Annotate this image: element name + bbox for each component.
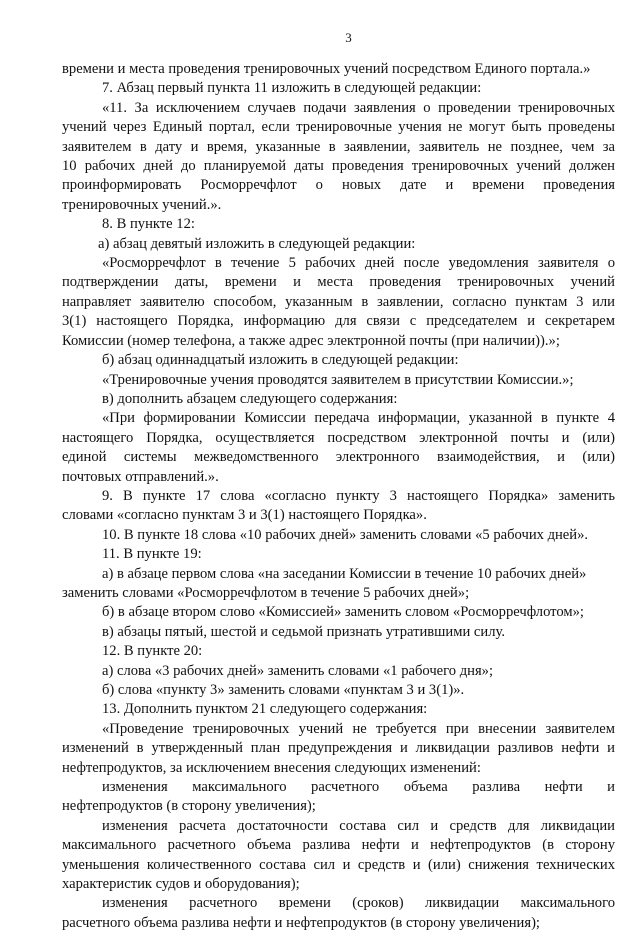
text-line: «Росморречфлот в течение 5 рабочих дней после уведомления заявителя о [102, 255, 615, 272]
text-line: 10 рабочих дней до планируемой даты проведения тренировочных учений должен [62, 158, 615, 175]
document-body [62, 60, 615, 933]
text-line: словами «согласно пунктам 3 и 3(1) настоящего Порядка». [62, 507, 427, 524]
text-line: в) абзацы пятый, шестой и седьмой признать утратившими силу. [102, 623, 505, 640]
text-line: нефтепродуктов (в сторону увеличения); [62, 798, 316, 815]
text-line: б) абзац одиннадцатый изложить в следующей редакции: [102, 352, 459, 369]
text-line: времени и места проведения тренировочных учений посредством Единого портала.» [62, 61, 591, 77]
text-line: изменения расчета достаточности состава сил и средств для ликвидации [102, 817, 615, 834]
text-line: «Проведение тренировочных учений не требуется при внесении заявителем [102, 720, 615, 737]
text-line: изменений в утвержденный план предупреждения и ликвидации разливов нефти и [62, 740, 615, 757]
text-line: максимального расчетного объема разлива нефти и нефтепродуктов (в сторону [62, 837, 615, 854]
text-line: заменить словами «Росморречфлотом в течение 5 рабочих дней»; [62, 584, 470, 601]
text-line: 8. В пункте 12: [102, 216, 195, 233]
text-line: заявителем в дату и время, указанные в заявлении, заявитель не позднее, чем за [62, 138, 615, 155]
text-line: 7. Абзац первый пункта 11 изложить в следующей редакции: [102, 80, 482, 97]
text-line: «Тренировочные учения проводятся заявителем в присутствии Комиссии.»; [102, 371, 574, 388]
text-line: расчетного объема разлива нефти и нефтепродуктов (в сторону увеличения); [62, 914, 540, 931]
text-line: 13. Дополнить пунктом 21 следующего содержания: [102, 701, 428, 718]
text-line: а) в абзаце первом слова «на заседании Комиссии в течение 10 рабочих дней» [102, 565, 587, 582]
text-line: б) в абзаце втором слово «Комиссией» заменить словом «Росморречфлотом»; [102, 604, 584, 621]
document-page [62, 30, 615, 933]
text-line: б) слова «пункту 3» заменить словами «пунктам 3 и 3(1)». [102, 682, 465, 698]
text-line: уменьшения количественного состава сил и средств и (или) снижения технических [62, 856, 615, 873]
text-line: Комиссии (номер телефона, а также адрес электронной почты (при наличии)).»; [62, 332, 560, 349]
text-line: направляет заявителю способом, указанным в заявлении, согласно пунктам 3 или [62, 293, 615, 310]
page-number: 3 [345, 30, 352, 45]
text-line: единой системы межведомственного электронного взаимодействия, и (или) [62, 449, 615, 466]
text-line: 11. В пункте 19: [102, 546, 202, 563]
text-line: подтверждении даты, времени и места проведения тренировочных учений [62, 274, 615, 291]
text-line: изменения максимального расчетного объема разлива нефти и [102, 779, 615, 796]
text-line: изменения расчетного времени (сроков) ликвидации максимального [102, 895, 615, 912]
text-line: 12. В пункте 20: [102, 643, 203, 660]
text-line: «При формировании Комиссии передача информации, указанной в пункте 4 [102, 410, 615, 427]
text-line: 9. В пункте 17 слова «согласно пункту 3 настоящего Порядка» заменить [102, 487, 615, 504]
text-line: настоящего Порядка, осуществляется посредством электронной почты и (или) [62, 429, 615, 446]
text-line: проинформировать Росморречфлот о новых дате и времени проведения [62, 177, 615, 194]
text-line: 10. В пункте 18 слова «10 рабочих дней» заменить словами «5 рабочих дней». [102, 526, 589, 543]
text-line: а) слова «3 рабочих дней» заменить словами «1 рабочего дня»; [102, 662, 494, 679]
text-line: нефтепродуктов, за исключением внесения следующих изменений: [62, 759, 481, 776]
text-line: почтовых отправлений.». [62, 468, 219, 485]
text-line: 3(1) настоящего Порядка, информацию для связи с председателем и секретарем [62, 313, 615, 330]
text-line: учений через Единый портал, если тренировочные учения не могут быть проведены [62, 119, 615, 136]
text-line: тренировочных учений.». [62, 196, 222, 213]
text-line: а) абзац девятый изложить в следующей редакции: [98, 235, 416, 252]
text-line: характеристик судов и оборудования); [62, 876, 300, 893]
text-line: в) дополнить абзацем следующего содержания: [102, 390, 398, 407]
text-line: «11. За исключением случаев подачи заявления о проведении тренировочных [102, 99, 615, 116]
